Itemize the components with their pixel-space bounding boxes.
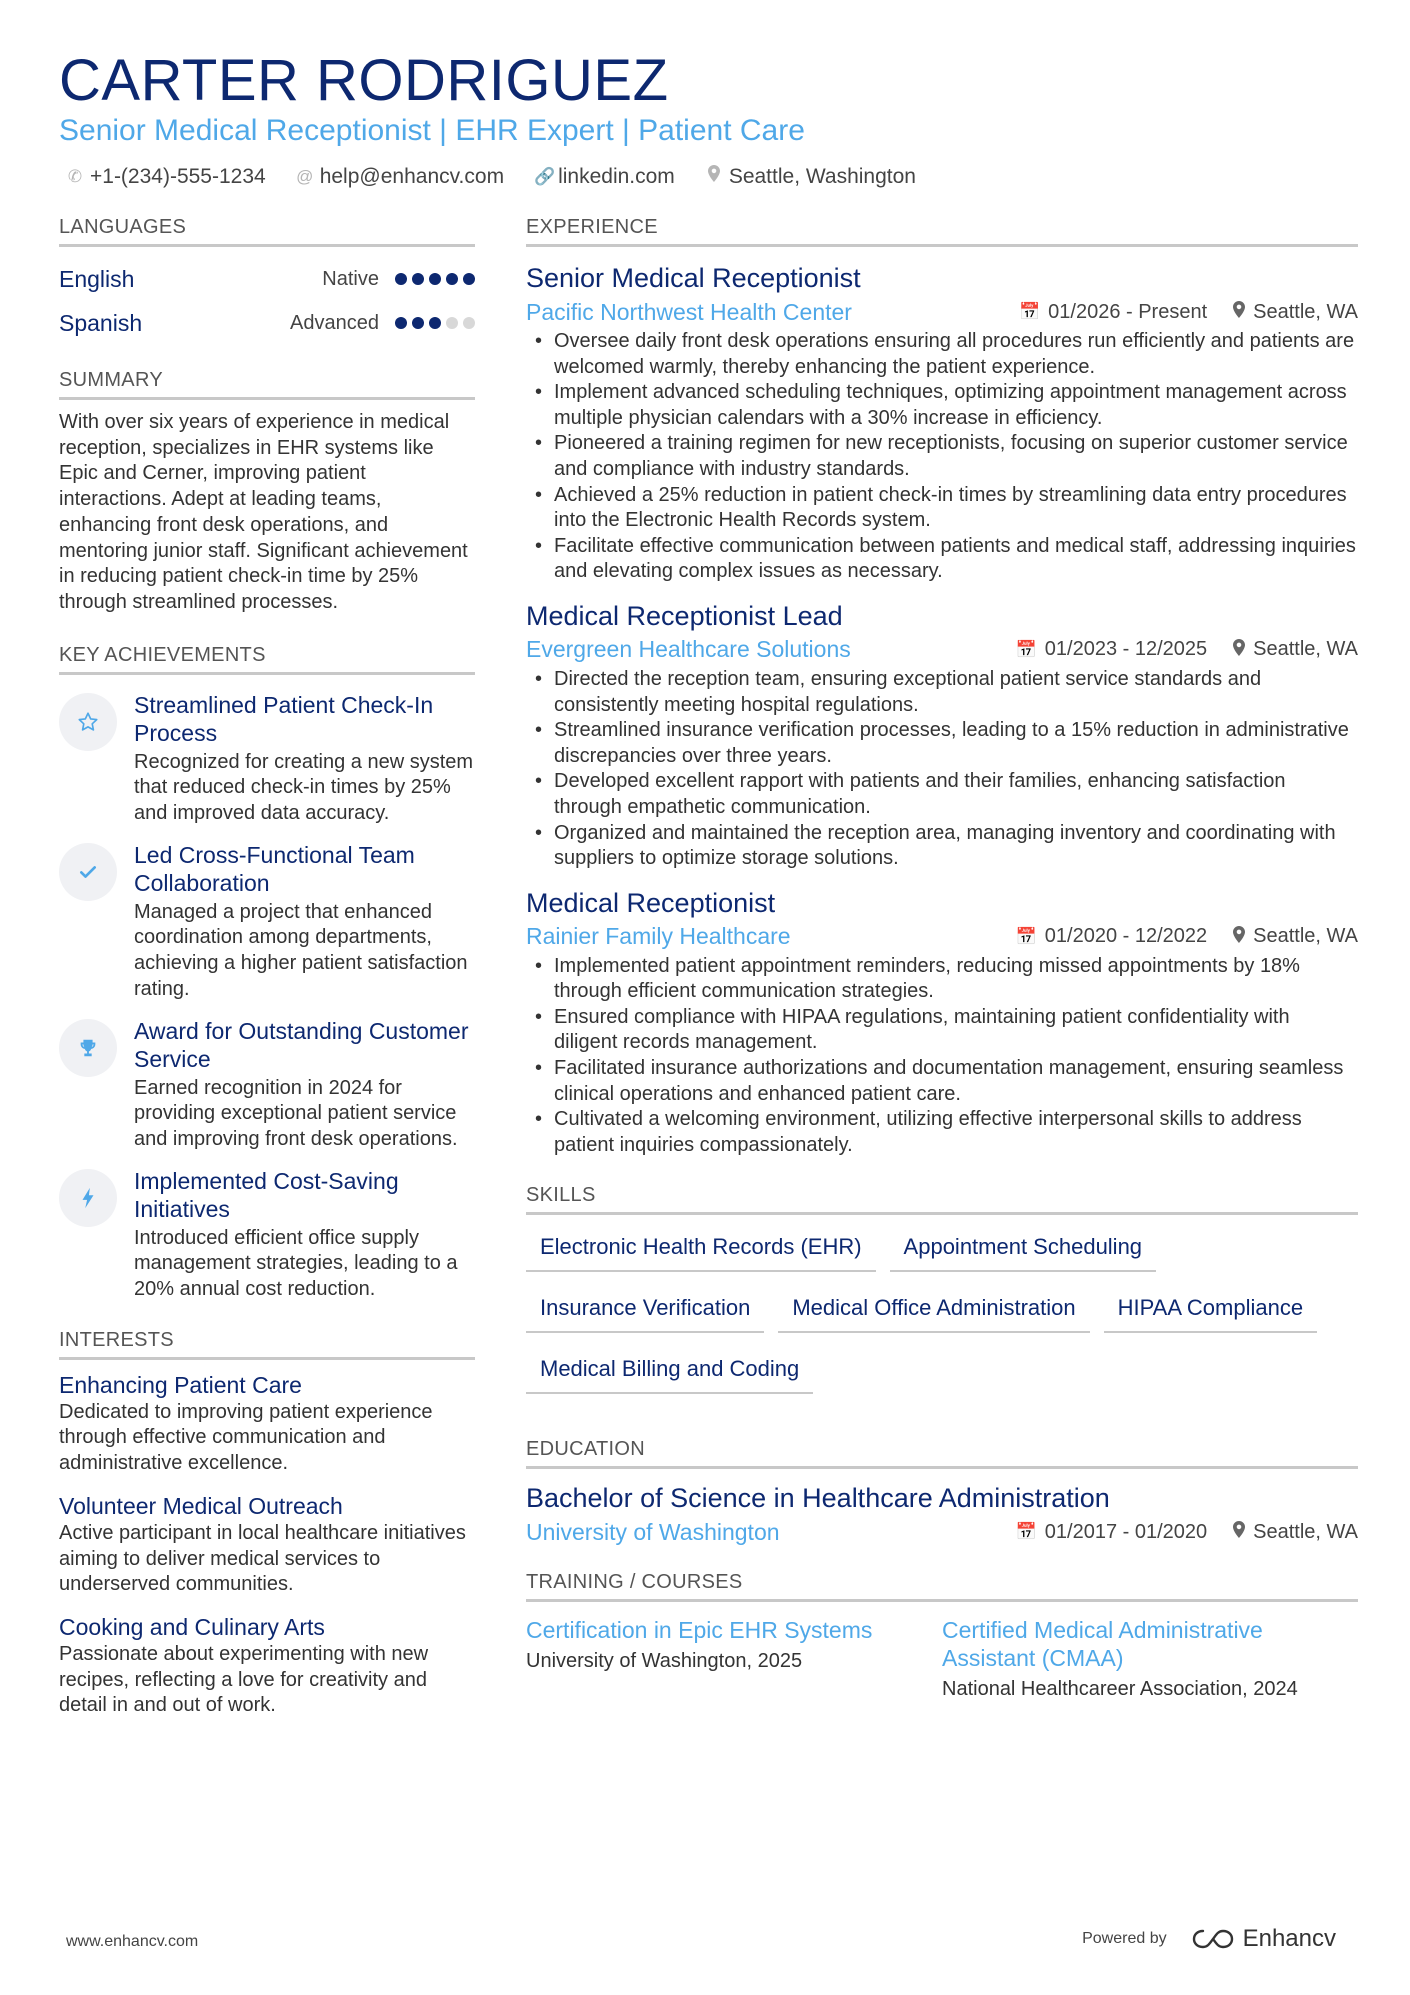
candidate-name: CARTER RODRIGUEZ <box>59 48 669 113</box>
contact-location <box>705 163 916 191</box>
skill-tag: Insurance Verification <box>526 1286 764 1333</box>
achievement-item <box>59 1167 475 1303</box>
location-text: Seattle, WA <box>1253 638 1358 661</box>
language-level: Native <box>322 267 379 290</box>
job-bullet: • Pioneered a training regimen for new receptionists, focusing on superior customer service and compliance with industry standards. <box>526 431 1358 482</box>
right-column <box>526 214 1358 1702</box>
job-bullet: • Developed excellent rapport with patients and their families, enhancing satisfaction through empathetic communication. <box>526 769 1358 820</box>
job-bullet: • Implemented patient appointment reminders, reducing missed appointments by 18% through efficient communication strategies. <box>526 954 1358 1005</box>
calendar-icon: 📅 <box>1015 926 1037 946</box>
job-dates <box>1019 301 1207 324</box>
calendar-icon: 📅 <box>1018 302 1041 321</box>
language-rating <box>395 317 475 329</box>
language-level: Advanced <box>290 311 379 334</box>
training-title: Certification in Epic EHR Systems <box>526 1617 873 1644</box>
training-list <box>526 1616 1358 1702</box>
achievements-list <box>59 691 475 1303</box>
job-dates <box>1016 638 1208 661</box>
job-bullets <box>526 954 1358 1159</box>
trophy-icon <box>59 1019 117 1077</box>
language-rating <box>395 273 475 285</box>
interests-list <box>59 1370 475 1719</box>
degree-title: Bachelor of Science in Healthcare Administration <box>526 1483 1110 1514</box>
job-bullet: • Facilitated insurance authorizations and documentation management, ensuring seamless clinical operations and enhanced patient care. <box>526 1056 1358 1107</box>
dates-text: 01/2020 - 12/2022 <box>1044 925 1208 948</box>
location-pin-icon <box>1233 1521 1245 1543</box>
language-item <box>59 301 475 345</box>
star-icon <box>59 693 117 751</box>
calendar-icon: 📅 <box>1015 1522 1037 1542</box>
achievement-item <box>59 1017 475 1153</box>
achievement-desc: Earned recognition in 2024 for providing exceptional patient service and improving front desk operations. <box>134 1076 458 1150</box>
job-bullet: • Streamlined insurance verification processes, leading to a 15% reduction in administrative discrepancies over three years. <box>526 718 1358 769</box>
dates-text: 01/2023 - 12/2025 <box>1044 638 1208 661</box>
rating-dot-filled <box>429 273 441 285</box>
rating-dot-filled <box>446 273 458 285</box>
summary-heading: SUMMARY <box>59 367 475 400</box>
interest-title: Volunteer Medical Outreach <box>59 1492 343 1519</box>
achievement-body <box>134 691 475 827</box>
skill-tag: Electronic Health Records (EHR) <box>526 1225 876 1272</box>
achievement-title: Award for Outstanding Customer Service <box>134 1017 469 1072</box>
experience-heading: EXPERIENCE <box>526 214 1358 247</box>
contact-bar <box>66 163 916 191</box>
company-name: Evergreen Healthcare Solutions <box>526 636 851 663</box>
rating-dot-filled <box>395 273 407 285</box>
achievement-desc: Introduced efficient office supply management strategies, leading to a 20% annual cost reduction. <box>134 1226 458 1301</box>
education-item <box>526 1481 1358 1549</box>
training-title: Certified Medical Administrative Assistant (CMAA) <box>942 1617 1263 1672</box>
powered-by-label: Powered by <box>1082 1930 1167 1947</box>
job-title: Senior Medical Receptionist <box>526 263 861 293</box>
achievement-body <box>134 1017 475 1153</box>
training-org: University of Washington, 2025 <box>526 1650 803 1673</box>
achievement-body <box>134 1167 475 1303</box>
brand-logo[interactable] <box>1191 1925 1336 1953</box>
achievements-heading: KEY ACHIEVEMENTS <box>59 642 475 675</box>
skill-tag: Medical Office Administration <box>778 1286 1089 1333</box>
skills-heading: SKILLS <box>526 1182 1358 1215</box>
languages-heading: LANGUAGES <box>59 214 475 247</box>
footer-branding <box>1082 1925 1336 1953</box>
interest-item <box>59 1491 475 1598</box>
interest-desc: Dedicated to improving patient experience through effective communication and administrative excellence. <box>59 1400 433 1475</box>
interest-desc: Active participant in local healthcare initiatives aiming to deliver medical services to underserved communities. <box>59 1521 466 1596</box>
job-bullets <box>526 667 1358 872</box>
interest-item <box>59 1370 475 1477</box>
brand-name: Enhancv <box>1242 1925 1336 1952</box>
rating-dot-filled <box>412 273 424 285</box>
achievement-body <box>134 841 475 1003</box>
phone-text: +1-(234)-555-1234 <box>90 165 266 188</box>
job-location <box>1233 638 1358 661</box>
experience-item <box>526 599 1358 872</box>
footer-website[interactable]: www.enhancv.com <box>66 1933 199 1950</box>
check-icon <box>59 843 117 901</box>
job-meta <box>526 920 1358 954</box>
experience-item <box>526 886 1358 1159</box>
contact-email[interactable] <box>296 163 504 191</box>
achievement-title: Led Cross-Functional Team Collaboration <box>134 841 415 896</box>
skills-list <box>526 1225 1358 1394</box>
job-location <box>1233 301 1358 324</box>
job-bullet: • Implement advanced scheduling techniques, optimizing appointment management across multiple physician calendars with a 30% increase in efficiency. <box>526 380 1358 431</box>
location-pin-icon <box>1233 926 1245 948</box>
job-dates <box>1016 925 1208 948</box>
job-meta <box>526 633 1358 667</box>
location-pin-icon <box>1233 639 1245 661</box>
training-item <box>942 1616 1358 1702</box>
achievement-title: Implemented Cost-Saving Initiatives <box>134 1167 399 1222</box>
training-org: National Healthcareer Association, 2024 <box>942 1678 1298 1701</box>
interest-item <box>59 1612 475 1719</box>
job-title: Medical Receptionist Lead <box>526 600 843 631</box>
job-bullet: • Oversee daily front desk operations ensuring all procedures run efficiently and patients are welcomed warmly, thereby enhancing the patient experience. <box>526 329 1358 380</box>
job-bullets <box>526 329 1358 585</box>
location-pin-icon <box>705 163 723 191</box>
location-text: Seattle, WA <box>1253 300 1358 323</box>
job-bullet: • Organized and maintained the reception area, managing inventory and coordinating with suppliers to optimize storage solutions. <box>526 821 1358 872</box>
skill-tag: Medical Billing and Coding <box>526 1347 813 1394</box>
rating-dot-empty <box>446 317 458 329</box>
location-text: Seattle, Washington <box>728 165 916 188</box>
candidate-subtitle: Senior Medical Receptionist | EHR Expert | Patient Care <box>59 114 805 147</box>
skill-tag: HIPAA Compliance <box>1104 1286 1317 1333</box>
location-pin-icon <box>1233 301 1245 323</box>
job-bullet: • Ensured compliance with HIPAA regulations, maintaining patient confidentiality with diligent records management. <box>526 1005 1358 1056</box>
interest-title: Cooking and Culinary Arts <box>59 1613 325 1640</box>
company-name: Pacific Northwest Health Center <box>526 298 852 325</box>
summary-text: With over six years of experience in medical reception, specializes in EHR systems like Epic and Cerner, improving patient interactions. Adept at leading teams, enhancing front desk operations, and mentoring junior staff. Significant achievement in reducing patient check-in time by 25% through streamlined processes. <box>59 411 468 613</box>
training-item <box>526 1616 942 1702</box>
rating-dot-filled <box>463 273 475 285</box>
link-icon: 🔗 <box>534 167 556 186</box>
calendar-icon: 📅 <box>1015 639 1037 659</box>
education-meta <box>526 1515 1358 1549</box>
school-name: University of Washington <box>526 1518 780 1545</box>
job-bullet: • Facilitate effective communication between patients and medical staff, addressing inquiries and elevating complex issues as necessary. <box>526 534 1358 585</box>
left-column <box>59 214 475 1733</box>
job-bullet: • Achieved a 25% reduction in patient check-in times by streamlining data entry procedures into the Electronic Health Records system. <box>526 483 1358 534</box>
education-dates <box>1016 1521 1208 1544</box>
languages-list <box>59 257 475 345</box>
location-text: Seattle, WA <box>1253 1520 1358 1543</box>
language-name: Spanish <box>59 309 143 336</box>
interest-title: Enhancing Patient Care <box>59 1371 302 1398</box>
phone-icon: ✆ <box>67 167 83 186</box>
company-name: Rainier Family Healthcare <box>526 923 791 950</box>
lightning-icon <box>59 1169 117 1227</box>
experience-item <box>526 261 1358 585</box>
location-text: Seattle, WA <box>1253 925 1358 948</box>
language-name: English <box>59 265 135 292</box>
interest-desc: Passionate about experimenting with new recipes, reflecting a love for creativity and detail in and out of work. <box>59 1642 429 1717</box>
rating-dot-empty <box>463 317 475 329</box>
rating-dot-filled <box>429 317 441 329</box>
achievement-title: Streamlined Patient Check-In Process <box>134 691 434 746</box>
job-meta <box>526 295 1358 329</box>
dates-text: 01/2017 - 01/2020 <box>1044 1520 1208 1543</box>
rating-dot-filled <box>412 317 424 329</box>
job-location <box>1233 925 1358 948</box>
email-text[interactable]: help@enhancv.com <box>319 165 505 188</box>
achievement-desc: Recognized for creating a new system that reduced check-in times by 25% and improved data accuracy. <box>134 750 474 825</box>
achievement-desc: Managed a project that enhanced coordination among departments, achieving a higher patient satisfaction rating. <box>134 900 468 1000</box>
linkedin-text[interactable]: linkedin.com <box>558 165 675 188</box>
achievement-item <box>59 841 475 1003</box>
achievement-item <box>59 691 475 827</box>
contact-linkedin[interactable] <box>534 163 675 191</box>
contact-phone <box>66 163 266 191</box>
language-item <box>59 257 475 301</box>
rating-dot-filled <box>395 317 407 329</box>
skill-tag: Appointment Scheduling <box>890 1225 1157 1272</box>
education-heading: EDUCATION <box>526 1436 1358 1469</box>
at-icon: @ <box>296 167 314 186</box>
job-title: Medical Receptionist <box>526 887 776 918</box>
enhancv-logo-icon <box>1191 1927 1235 1951</box>
education-location <box>1233 1521 1358 1544</box>
training-heading: TRAINING / COURSES <box>526 1569 1358 1602</box>
job-bullet: • Directed the reception team, ensuring exceptional patient service standards and consistently meeting hospital regulations. <box>526 667 1358 718</box>
interests-heading: INTERESTS <box>59 1327 475 1360</box>
dates-text: 01/2026 - Present <box>1048 300 1208 323</box>
job-bullet: • Cultivated a welcoming environment, utilizing effective interpersonal skills to address patient inquiries compassionately. <box>526 1107 1358 1158</box>
